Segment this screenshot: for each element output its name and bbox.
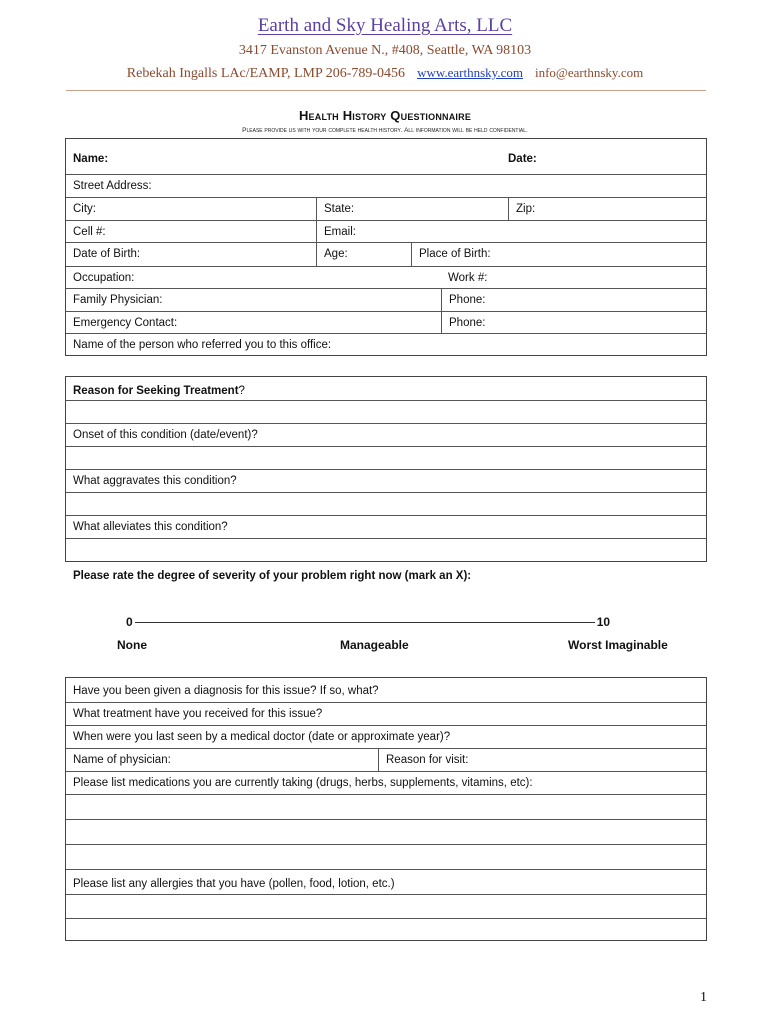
- allergies-answer-1[interactable]: [66, 894, 706, 918]
- cell-phone-field[interactable]: Cell #:: [73, 226, 106, 238]
- email-field[interactable]: Email:: [316, 221, 356, 242]
- row-city: [66, 197, 706, 220]
- row-occupation: [66, 266, 706, 288]
- street-address-field[interactable]: Street Address:: [73, 180, 152, 192]
- zip-field[interactable]: Zip:: [508, 198, 535, 220]
- scale-line-bar[interactable]: [135, 622, 595, 623]
- row-birth: [66, 242, 706, 266]
- personal-info-table: [65, 138, 707, 356]
- scale-label-manageable: Manageable: [340, 638, 409, 652]
- family-physician-field[interactable]: Family Physician:: [73, 294, 163, 306]
- state-field[interactable]: State:: [316, 198, 354, 220]
- org-name: Earth and Sky Healing Arts, LLC: [257, 15, 513, 36]
- aggravates-label: What aggravates this condition?: [73, 475, 237, 487]
- row-allergies: [66, 869, 706, 894]
- treatment-field[interactable]: What treatment have you received for this issue?: [73, 708, 323, 720]
- row-alleviates: [66, 515, 706, 538]
- physician-name-field[interactable]: Name of physician:: [73, 754, 171, 766]
- visit-reason-field[interactable]: Reason for visit:: [378, 749, 468, 771]
- header-divider: [66, 90, 706, 91]
- diagnosis-field[interactable]: Have you been given a diagnosis for this issue? If so, what?: [73, 685, 379, 697]
- medications-answer-3[interactable]: [66, 844, 706, 869]
- onset-answer[interactable]: [66, 446, 706, 469]
- alleviates-label: What alleviates this condition?: [73, 521, 228, 533]
- reason-label: [66, 377, 245, 400]
- row-name-date: [66, 139, 706, 174]
- dob-field[interactable]: Date of Birth:: [73, 248, 141, 260]
- scale-min: 0: [126, 615, 133, 629]
- row-reason: [66, 377, 706, 400]
- scale-label-none: None: [117, 638, 147, 652]
- reason-label-bold: Reason for Seeking Treatment: [73, 385, 239, 397]
- physician-phone-field[interactable]: Phone:: [441, 289, 485, 311]
- referral-field[interactable]: Name of the person who referred you to this office:: [73, 339, 332, 351]
- row-street: [66, 174, 706, 197]
- page-title: Health History Questionnaire: [298, 108, 472, 123]
- page-subtitle: Please provide us with your complete health history. All information will be held confidential.: [242, 127, 528, 134]
- medications-label: Please list medications you are currently taking (drugs, herbs, supplements, vitamins, etc):: [73, 777, 533, 789]
- reason-table: [65, 376, 707, 562]
- reason-label-tail: ?: [238, 385, 245, 397]
- name-field[interactable]: Name:: [73, 153, 109, 165]
- row-emergency: [66, 311, 706, 333]
- letterhead: [0, 14, 770, 83]
- row-diagnosis: [66, 678, 706, 702]
- medical-history-table: [65, 677, 707, 941]
- last-seen-field[interactable]: When were you last seen by a medical doctor (date or approximate year)?: [73, 731, 451, 743]
- scale-max: 10: [596, 615, 611, 629]
- allergies-label: Please list any allergies that you have (pollen, food, lotion, etc.): [73, 878, 395, 890]
- age-field[interactable]: Age:: [316, 243, 348, 266]
- row-onset: [66, 423, 706, 446]
- row-cell-email: [66, 220, 706, 242]
- emergency-phone-field[interactable]: Phone:: [441, 312, 485, 333]
- row-physician-visit: [66, 748, 706, 771]
- place-of-birth-field[interactable]: Place of Birth:: [411, 243, 491, 266]
- occupation-field[interactable]: Occupation:: [73, 272, 135, 284]
- reason-answer[interactable]: [66, 400, 706, 423]
- aggravates-answer[interactable]: [66, 492, 706, 515]
- org-address: 3417 Evanston Avenue N., #408, Seattle, WA 98103: [238, 43, 532, 58]
- medications-answer-2[interactable]: [66, 819, 706, 844]
- scale-label-worst: Worst Imaginable: [568, 638, 668, 652]
- email-address: info@earthnsky.com: [534, 65, 644, 80]
- practitioner-info: Rebekah Ingalls LAc/EAMP, LMP 206-789-0456: [126, 66, 406, 81]
- row-referred: [66, 333, 706, 355]
- row-aggravates: [66, 469, 706, 492]
- date-field[interactable]: Date:: [508, 153, 537, 165]
- city-field[interactable]: City:: [73, 203, 96, 215]
- row-last-seen: [66, 725, 706, 748]
- severity-scale[interactable]: [126, 615, 610, 629]
- row-physician: [66, 288, 706, 311]
- emergency-contact-field[interactable]: Emergency Contact:: [73, 317, 178, 329]
- row-treatment: [66, 702, 706, 725]
- contact-line: [0, 64, 770, 83]
- row-medications: [66, 771, 706, 794]
- medications-answer-1[interactable]: [66, 794, 706, 819]
- severity-question: Please rate the degree of severity of your problem right now (mark an X):: [73, 570, 472, 582]
- page-number: 1: [700, 990, 707, 1005]
- alleviates-answer[interactable]: [66, 538, 706, 561]
- allergies-answer-2[interactable]: [66, 918, 706, 940]
- website-link[interactable]: www.earthnsky.com: [417, 65, 523, 80]
- onset-label: Onset of this condition (date/event)?: [73, 429, 258, 441]
- work-phone-field[interactable]: Work #:: [448, 272, 488, 284]
